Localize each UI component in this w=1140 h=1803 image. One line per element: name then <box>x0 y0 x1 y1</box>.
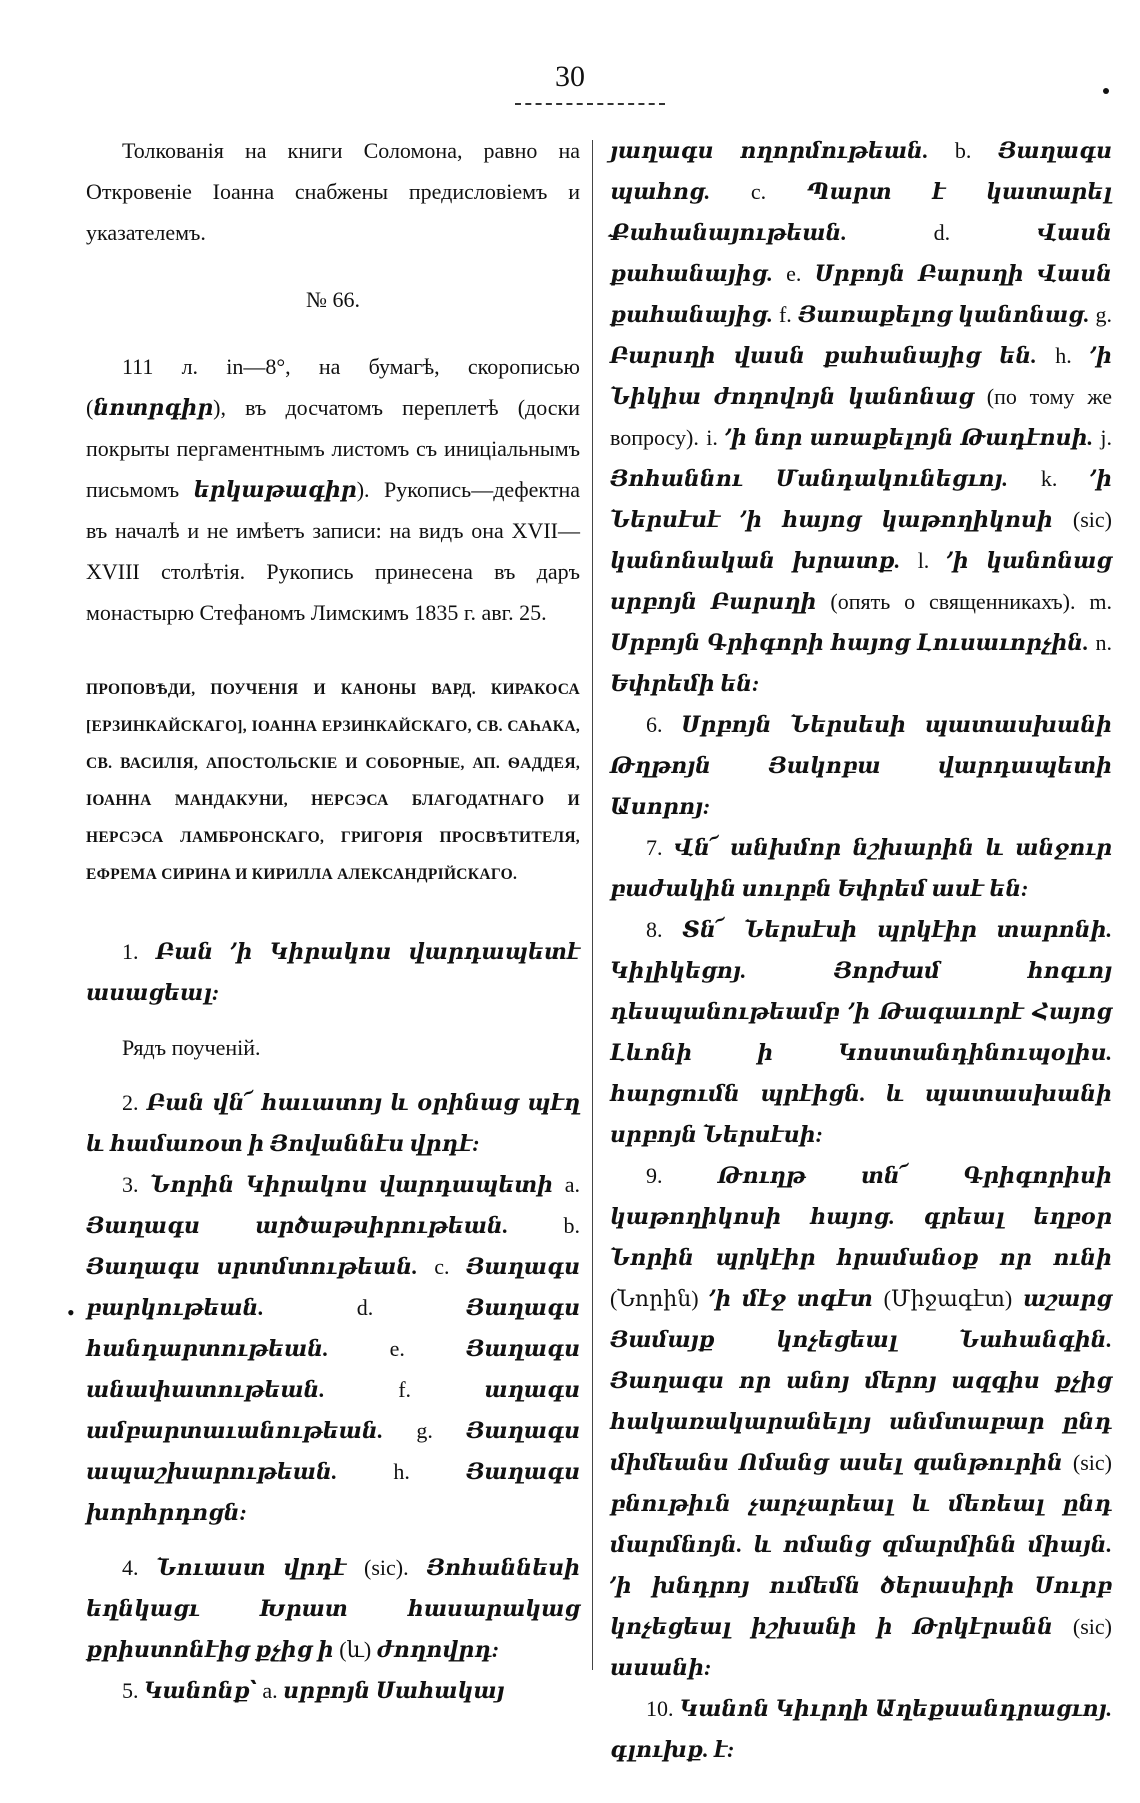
sub-letter: a. <box>564 1172 580 1197</box>
item-text: Սրբոյն Ներսեսի պատասխանի Թղթոյն Յակոբա վարդապետի Ասորոյ: <box>610 712 1112 819</box>
column-divider <box>592 140 593 1670</box>
item-6 <box>610 704 1112 827</box>
desc-armenian: նոտրգիր <box>93 395 214 420</box>
desc-part: ). Рукопись—дефектна въ началѣ и не имѣетъ записи: на видъ она XVII—XVIII столѣтія. Рукопись принесена въ даръ монастырю Стефаномъ Лимскимъ 1835 г. авг. 25. <box>86 477 580 625</box>
armenian-segment: Պարտ է կատարել Քահանայութեան. <box>610 179 1112 245</box>
armenian-segment: Յոհաննու Մանդակունեցւոյ. <box>610 466 1008 491</box>
sub-letter: c. <box>434 1254 450 1279</box>
desc-part: ), въ досчатомъ переплетѣ (доски покрыты пергаментнымъ листомъ съ иниціальнымъ письмомъ <box>86 395 580 502</box>
armenian-segment: Բարսղի վասն քահանայից են. <box>610 343 1037 368</box>
item-8 <box>610 909 1112 1155</box>
russian-segment: l. <box>900 548 947 573</box>
item-2 <box>86 1082 580 1164</box>
armenian-segment: յաղագս ողորմութեան. <box>610 138 929 163</box>
russian-segment: e. <box>772 261 815 286</box>
russian-segment: (sic) <box>1052 507 1112 532</box>
sub-letter: h. <box>393 1459 410 1484</box>
sub-letter: a. <box>262 1678 278 1703</box>
item-number: 9. <box>646 1163 663 1188</box>
item-text: Կանոնք՝ <box>144 1678 257 1703</box>
desc-part: 111 л. in—8°, на бумагѣ, скорописью ( <box>86 354 580 420</box>
sub-text: աղագս ամբարտաւանութեան. <box>86 1377 581 1443</box>
item-number: 4. <box>122 1555 139 1580</box>
armenian-segment: կանոնական խրատք. <box>610 548 901 573</box>
sic-note: (sic). <box>364 1555 409 1580</box>
item-text: բնութիւն չարչարեալ և մեռեալ ընդ մարմնոյն. և ոմանց զմարմինն միայն. ՚ի խնդրոյ ումեմն ծերասիրի Սուրբ կոչեցեալ իշխանի ի Թրկէրանն <box>610 1491 1112 1639</box>
item-4 <box>86 1547 580 1670</box>
russian-segment: f. <box>772 302 798 327</box>
item-5-continuation <box>610 130 1112 704</box>
sub-letter: d. <box>356 1295 374 1320</box>
item-text: Տն՜ Ներսէսի պրկէիր տարոնի. Կիլիկեցոյ. Յորժամ հոգւոյ դեսպանութեամբ ՚ի Թագաւորէ Հայոց Լևոնի ի Կոստանդինուպօլիս. հարցումն պրէիցն. և պատասխանի սրբոյն Ներսէսի: <box>610 917 1113 1147</box>
armenian-segment: ՚ի նոր առաքելոյն Թադէոսի. <box>725 425 1094 450</box>
sub-letter: e. <box>389 1336 405 1361</box>
item-text: Բան ՚ի Կիրակոս վարդապետէ ասացեալ: <box>86 939 581 1005</box>
item-7 <box>610 827 1112 909</box>
item-text: Վն՜ անխմոր նշխարին և անջուր բաժակին սուրբն Եփրեմ ասէ են: <box>610 835 1113 901</box>
armenian-segment: Սրբոյն Բարսղի Վասն քահանայից. <box>610 261 1112 327</box>
sub-text: Յաղագս հանդարտութեան. <box>86 1295 580 1361</box>
left-column <box>86 130 580 1711</box>
sub-letter: b. <box>563 1213 580 1238</box>
item-1-note: Рядъ поученій. <box>122 1035 261 1060</box>
margin-dot <box>1103 88 1109 94</box>
item-number: 6. <box>646 712 663 737</box>
sub-text: Յաղագս սրտմտութեան. <box>86 1254 418 1279</box>
russian-segment: d. <box>846 220 1037 245</box>
item-text: Յոհաննեսի եղնկացւ Խրատ հասարակաց քրիստոնէից քչից ի <box>86 1555 580 1662</box>
sub-text: Յաղագս անափատութեան. <box>86 1336 581 1402</box>
item-number: 8. <box>646 917 663 942</box>
item-number: 7. <box>646 835 663 860</box>
sic-note: (sic) <box>1072 1614 1112 1639</box>
russian-segment: k. <box>1007 466 1091 491</box>
item-text: ասանի: <box>610 1655 712 1680</box>
paren-note: (Նորին) <box>610 1286 699 1311</box>
sub-text: Յաղագս խորհրդոցն: <box>86 1459 581 1525</box>
item-number: 3. <box>122 1172 139 1197</box>
contents-title: ПРОПОВѢДИ, ПОУЧЕНІЯ И КАНОНЫ ВАРД. КИРАКОСА [ЕРЗИНКАЙСКАГО], ІОАННА ЕРЗИНКАЙСКАГО, СВ. САҺАКА, СВ. ВАСИЛІЯ, АПОСТОЛЬСКІЕ И СОБОРНЫЕ, АП. ѲАДДЕЯ, ІОАННА МАНДАКУНИ, НЕРСЭСА БЛАГОДАТНАГО И НЕРСЭСА ЛАМБРОНСКАГО, ГРИГОРІЯ ПРОСВѢТИТЕЛЯ, ЕФРЕМА СИРИНА И КИРИЛЛА АЛЕКСАНДРІЙСКАГО. <box>86 681 580 883</box>
item-text: ՚ի մէջ տգէտ <box>709 1286 873 1311</box>
item-text: Նուաստ վրդէ <box>156 1555 347 1580</box>
russian-segment: (по тому же вопросу). i. <box>610 384 1112 450</box>
item-1 <box>86 931 580 1013</box>
item-text: Բան վն՜ հաւատոյ և օրինաց պէղ և համառօտ ի Յովաննէս վրդէ: <box>86 1090 580 1156</box>
margin-bullet: • <box>67 1300 75 1325</box>
item-10 <box>610 1688 1112 1770</box>
sic-note: (sic) <box>1072 1450 1112 1475</box>
item-text: ժողովրդ: <box>376 1637 500 1662</box>
item-3 <box>86 1164 580 1533</box>
sub-text: Յաղագս բարկութեան. <box>86 1254 580 1320</box>
item-5 <box>86 1670 580 1711</box>
header-rule <box>515 103 665 105</box>
armenian-segment: ՚ի Ներսէսէ ՚ի հայոց կաթողիկոսի <box>610 466 1113 532</box>
russian-segment: b. <box>928 138 999 163</box>
russian-segment: j. <box>1093 425 1112 450</box>
armenian-segment: Յառաքելոց կանոնաց. <box>797 302 1090 327</box>
sub-text: Յաղագս ապաշխարութեան. <box>86 1418 580 1484</box>
page-number: 30 <box>555 60 585 93</box>
item-text: Նորին Կիրակոս վարդապետի <box>150 1172 554 1197</box>
paren-note: (և) <box>339 1637 372 1662</box>
sub-letter: f. <box>398 1377 412 1402</box>
armenian-segment: Եփրեմի են: <box>610 671 760 696</box>
item-number: 1. <box>122 939 139 964</box>
russian-segment: g. <box>1089 302 1113 327</box>
manuscript-heading: № 66. <box>306 287 360 312</box>
item-9 <box>610 1155 1112 1688</box>
item-number: 2. <box>122 1090 139 1115</box>
russian-segment: n. <box>1088 630 1112 655</box>
item-text: Թուղթ տն՜ Գրիգորիսի կաթողիկոսի հայոց. գրեալ եղբօր Նորին պրկէիր հրամանօք որ ունի <box>610 1163 1112 1270</box>
armenian-segment: Սրբոյն Գրիգորի հայոց Լուսաւորչին. <box>610 630 1089 655</box>
armenian-segment: ՚ի Նիկիա ժողովոյն կանոնաց <box>610 343 1112 409</box>
armenian-segment: Վասն քահանայից. <box>610 220 1112 286</box>
intro-paragraph: Толкованія на книги Соломона, равно на Откровеніе Іоанна снабжены предисловіемъ и указателемъ. <box>86 138 580 245</box>
item-text: սրբոյն Սահակայ <box>283 1678 505 1703</box>
sub-letter: g. <box>416 1418 433 1443</box>
manuscript-description <box>86 346 580 633</box>
sub-text: Յաղագս արծաթսիրութեան. <box>86 1213 509 1238</box>
russian-segment: c. <box>710 179 807 204</box>
armenian-segment: ՚ի կանոնաց սրբոյն Բարսղի <box>610 548 1112 614</box>
desc-armenian: երկաթագիր <box>193 477 357 502</box>
item-number: 5. <box>122 1678 139 1703</box>
armenian-segment: Յաղագս պահոց. <box>610 138 1112 204</box>
item-text: աշարց Յամայք կոչեցեալ Նահանգին. Յաղագս որ անոյ մերոյ ազգիս քչից հակառակարանելոյ անմտաբար ընդ միմեանս Ոմանց ասել զանթուրին <box>610 1286 1112 1475</box>
paren-note: (Միջագէտ) <box>883 1286 1013 1311</box>
right-column <box>610 130 1112 1770</box>
russian-segment: (опять о священникахъ). m. <box>816 589 1112 614</box>
item-number: 10. <box>646 1696 674 1721</box>
russian-segment: h. <box>1036 343 1091 368</box>
item-text: Կանոն Կիւրղի Աղեքսանդրացւոյ. գլուխք. է: <box>610 1696 1113 1762</box>
